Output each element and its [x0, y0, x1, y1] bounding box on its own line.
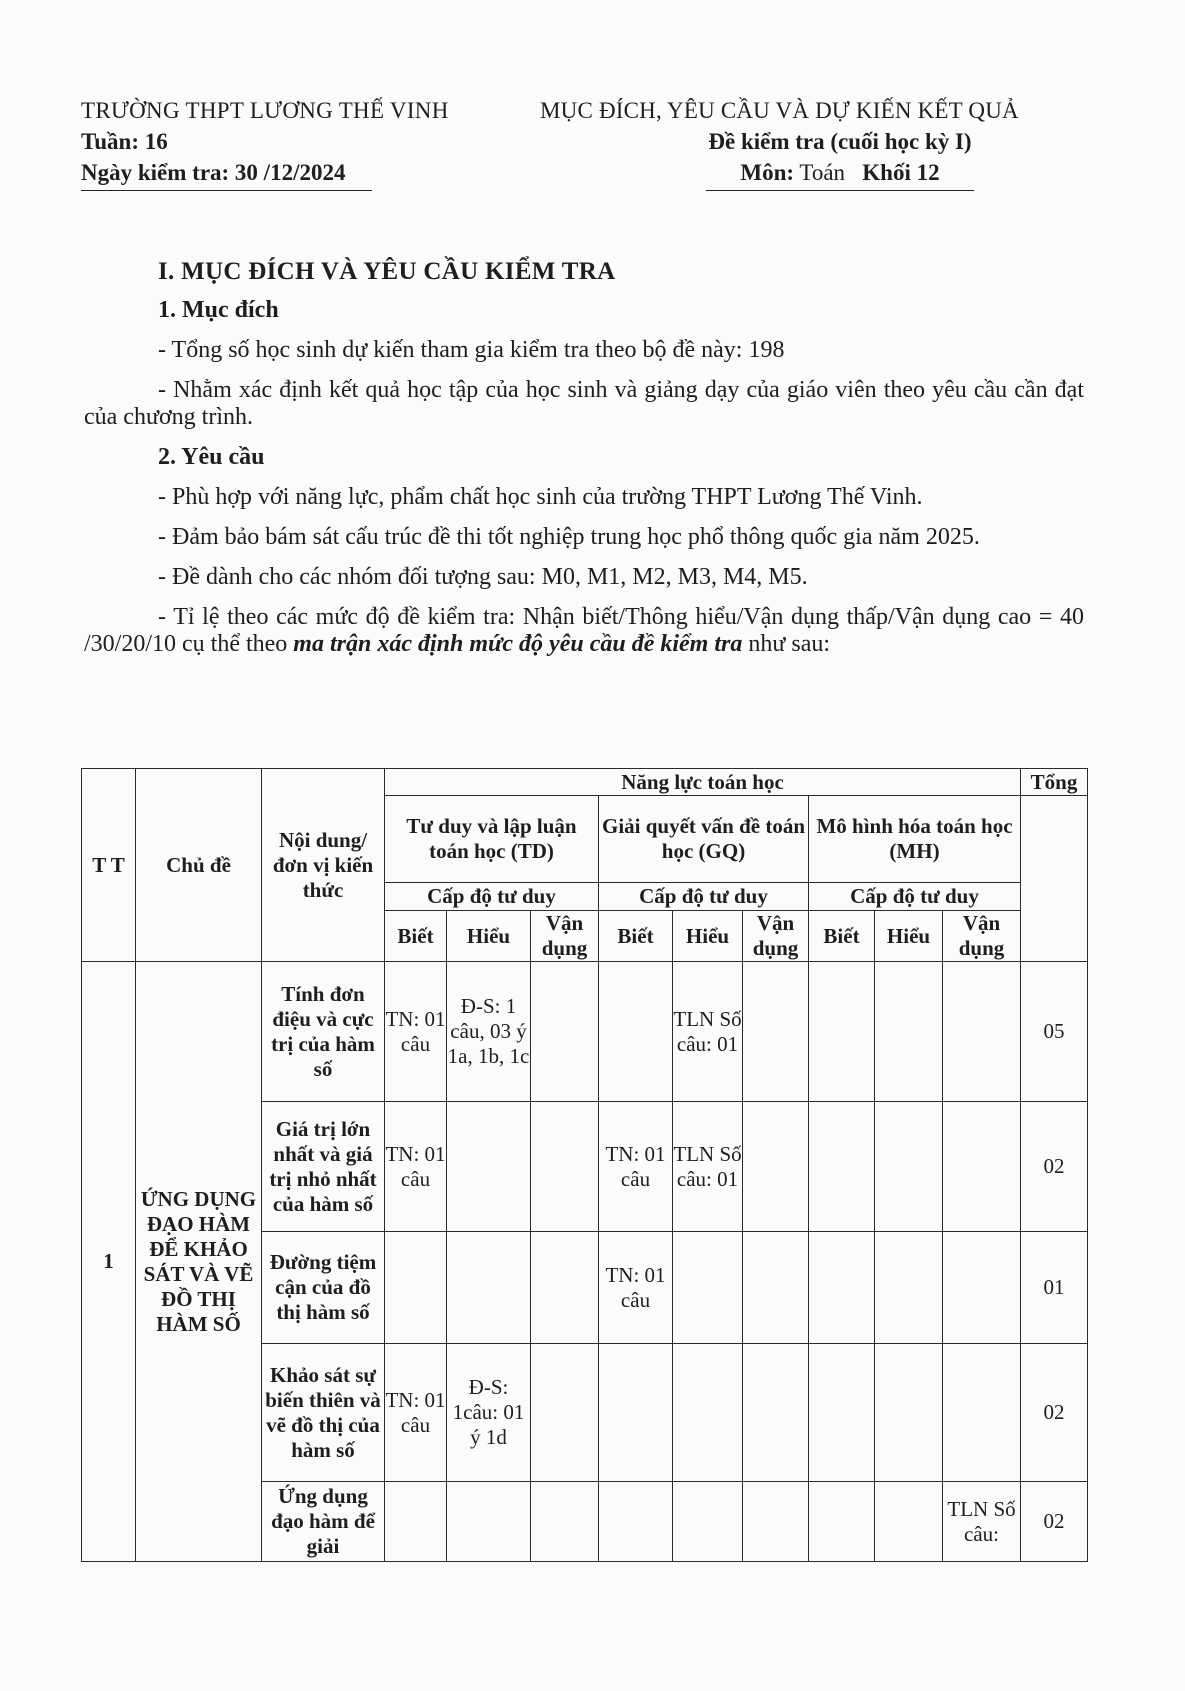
mh-apply-header: Vận dụng — [943, 911, 1021, 962]
subject-value: Toán — [799, 160, 846, 185]
header-right — [540, 95, 1060, 191]
td-understand-cell — [447, 1102, 531, 1232]
purpose-item-2: - Nhằm xác định kết quả học tập của học sinh và giảng dạy của giáo viên theo yêu cầu cần đạt của chương trình. — [84, 377, 1084, 430]
td-know-cell: TN: 01 câu — [385, 1344, 447, 1482]
column-header-topic: Chủ đề — [136, 769, 262, 962]
gq-know-header: Biết — [599, 911, 673, 962]
td-apply-cell — [531, 1102, 599, 1232]
gq-know-cell: TN: 01 câu — [599, 1232, 673, 1344]
td-apply-header: Vận dụng — [531, 911, 599, 962]
competency-td-header: Tư duy và lập luận toán học (TD) — [385, 796, 599, 883]
content-cell: Khảo sát sự biến thiên và vẽ đồ thị của hàm số — [262, 1344, 385, 1482]
gq-apply-cell — [743, 962, 809, 1102]
gq-apply-cell — [743, 1344, 809, 1482]
document-title: MỤC ĐÍCH, YÊU CẦU VÀ DỰ KIẾN KẾT QUẢ — [540, 98, 1019, 123]
mh-apply-cell — [943, 962, 1021, 1102]
mh-know-cell — [809, 962, 875, 1102]
requirement-item-2: - Đảm bảo bám sát cấu trúc đề thi tốt nghiệp trung học phổ thông quốc gia năm 2025. — [158, 524, 980, 550]
header-left-rule — [81, 190, 372, 191]
mh-level-header: Cấp độ tư duy — [809, 883, 1021, 911]
school-name: TRƯỜNG THPT LƯƠNG THẾ VINH — [81, 98, 449, 123]
gq-apply-cell — [743, 1482, 809, 1562]
week-label: Tuần: 16 — [81, 129, 168, 154]
column-header-content: Nội dung/đơn vị kiến thức — [262, 769, 385, 962]
td-understand-header: Hiểu — [447, 911, 531, 962]
total-cell: 05 — [1021, 962, 1088, 1102]
mh-apply-cell — [943, 1102, 1021, 1232]
gq-understand-cell — [673, 1344, 743, 1482]
td-apply-cell — [531, 1232, 599, 1344]
competency-mh-header: Mô hình hóa toán học (MH) — [809, 796, 1021, 883]
column-group-math-competency: Năng lực toán học — [385, 769, 1021, 796]
requirement-item-4 — [84, 604, 1084, 658]
purpose-heading: 1. Mục đích — [158, 297, 279, 323]
competency-gq-header: Giải quyết vấn đề toán học (GQ) — [599, 796, 809, 883]
gq-understand-cell — [673, 1232, 743, 1344]
header-right-rule — [706, 190, 974, 191]
gq-level-header: Cấp độ tư duy — [599, 883, 809, 911]
td-apply-cell — [531, 962, 599, 1102]
subject-label: Môn: — [740, 160, 795, 185]
requirement-item-1: - Phù hợp với năng lực, phẩm chất học sinh của trường THPT Lương Thế Vinh. — [158, 484, 923, 510]
td-understand-cell — [447, 1232, 531, 1344]
gq-apply-cell — [743, 1232, 809, 1344]
total-cell: 02 — [1021, 1344, 1088, 1482]
gq-understand-header: Hiểu — [673, 911, 743, 962]
requirement-item-4-text: - Tỉ lệ theo các mức độ đề kiểm tra: Nhận biết/Thông hiểu/Vận dụng thấp/Vận dụng cao = 40 /30/20/10 cụ thể theo — [84, 604, 1084, 657]
mh-understand-cell — [875, 1482, 943, 1562]
total-cell: 02 — [1021, 1102, 1088, 1232]
document-body — [84, 258, 1084, 668]
subject-line — [580, 157, 1100, 188]
grade-value: Khối 12 — [862, 160, 940, 185]
mh-understand-cell — [875, 1344, 943, 1482]
td-level-header: Cấp độ tư duy — [385, 883, 599, 911]
gq-apply-cell — [743, 1102, 809, 1232]
column-header-tt: T T — [82, 769, 136, 962]
mh-understand-cell — [875, 1102, 943, 1232]
mh-apply-cell — [943, 1232, 1021, 1344]
gq-know-cell — [599, 962, 673, 1102]
requirement-item-4-tail: như sau: — [748, 631, 831, 657]
td-know-cell: TN: 01 câu — [385, 962, 447, 1102]
mh-know-cell — [809, 1232, 875, 1344]
header-left — [81, 95, 449, 191]
mh-know-cell — [809, 1102, 875, 1232]
exam-date: Ngày kiểm tra: 30 /12/2024 — [81, 160, 346, 185]
td-apply-cell — [531, 1482, 599, 1562]
mh-know-header: Biết — [809, 911, 875, 962]
gq-understand-cell: TLN Số câu: 01 — [673, 962, 743, 1102]
td-know-cell — [385, 1482, 447, 1562]
total-cell: 01 — [1021, 1232, 1088, 1344]
requirement-item-4-emphasis: ma trận xác định mức độ yêu cầu đề kiểm tra — [293, 631, 743, 657]
topic-name: ỨNG DỤNG ĐẠO HÀM ĐỂ KHẢO SÁT VÀ VẼ ĐỒ THỊ HÀM SỐ — [136, 962, 262, 1562]
td-understand-cell: Đ-S: 1câu: 01 ý 1d — [447, 1344, 531, 1482]
requirements-heading: 2. Yêu cầu — [158, 444, 265, 470]
gq-understand-cell: TLN Số câu: 01 — [673, 1102, 743, 1232]
total-cell: 02 — [1021, 1482, 1088, 1562]
requirement-item-3: - Đề dành cho các nhóm đối tượng sau: M0, M1, M2, M3, M4, M5. — [158, 564, 808, 590]
td-apply-cell — [531, 1344, 599, 1482]
column-header-total: Tổng — [1021, 769, 1088, 796]
mh-understand-cell — [875, 1232, 943, 1344]
mh-understand-cell — [875, 962, 943, 1102]
gq-know-cell — [599, 1344, 673, 1482]
mh-apply-cell: TLN Số câu: — [943, 1482, 1021, 1562]
td-know-cell: TN: 01 câu — [385, 1102, 447, 1232]
topic-number: 1 — [82, 962, 136, 1562]
total-header-spacer — [1021, 796, 1088, 962]
mh-know-cell — [809, 1482, 875, 1562]
td-know-header: Biết — [385, 911, 447, 962]
content-cell: Tính đơn điệu và cực trị của hàm số — [262, 962, 385, 1102]
td-know-cell — [385, 1232, 447, 1344]
gq-know-cell — [599, 1482, 673, 1562]
content-cell: Giá trị lớn nhất và giá trị nhỏ nhất của hàm số — [262, 1102, 385, 1232]
mh-know-cell — [809, 1344, 875, 1482]
mh-understand-header: Hiểu — [875, 911, 943, 962]
content-cell: Ứng dụng đạo hàm để giải — [262, 1482, 385, 1562]
section-title: I. MỤC ĐÍCH VÀ YÊU CẦU KIỂM TRA — [158, 258, 616, 285]
purpose-item-1: - Tổng số học sinh dự kiến tham gia kiểm tra theo bộ đề này: 198 — [158, 337, 785, 363]
td-understand-cell — [447, 1482, 531, 1562]
gq-understand-cell — [673, 1482, 743, 1562]
gq-know-cell: TN: 01 câu — [599, 1102, 673, 1232]
content-cell: Đường tiệm cận của đồ thị hàm số — [262, 1232, 385, 1344]
exam-matrix-table — [81, 768, 1088, 1562]
exam-name: Đề kiểm tra (cuối học kỳ I) — [708, 129, 972, 154]
mh-apply-cell — [943, 1344, 1021, 1482]
td-understand-cell: Đ-S: 1 câu, 03 ý 1a, 1b, 1c — [447, 962, 531, 1102]
table-row — [82, 962, 1088, 1102]
gq-apply-header: Vận dụng — [743, 911, 809, 962]
